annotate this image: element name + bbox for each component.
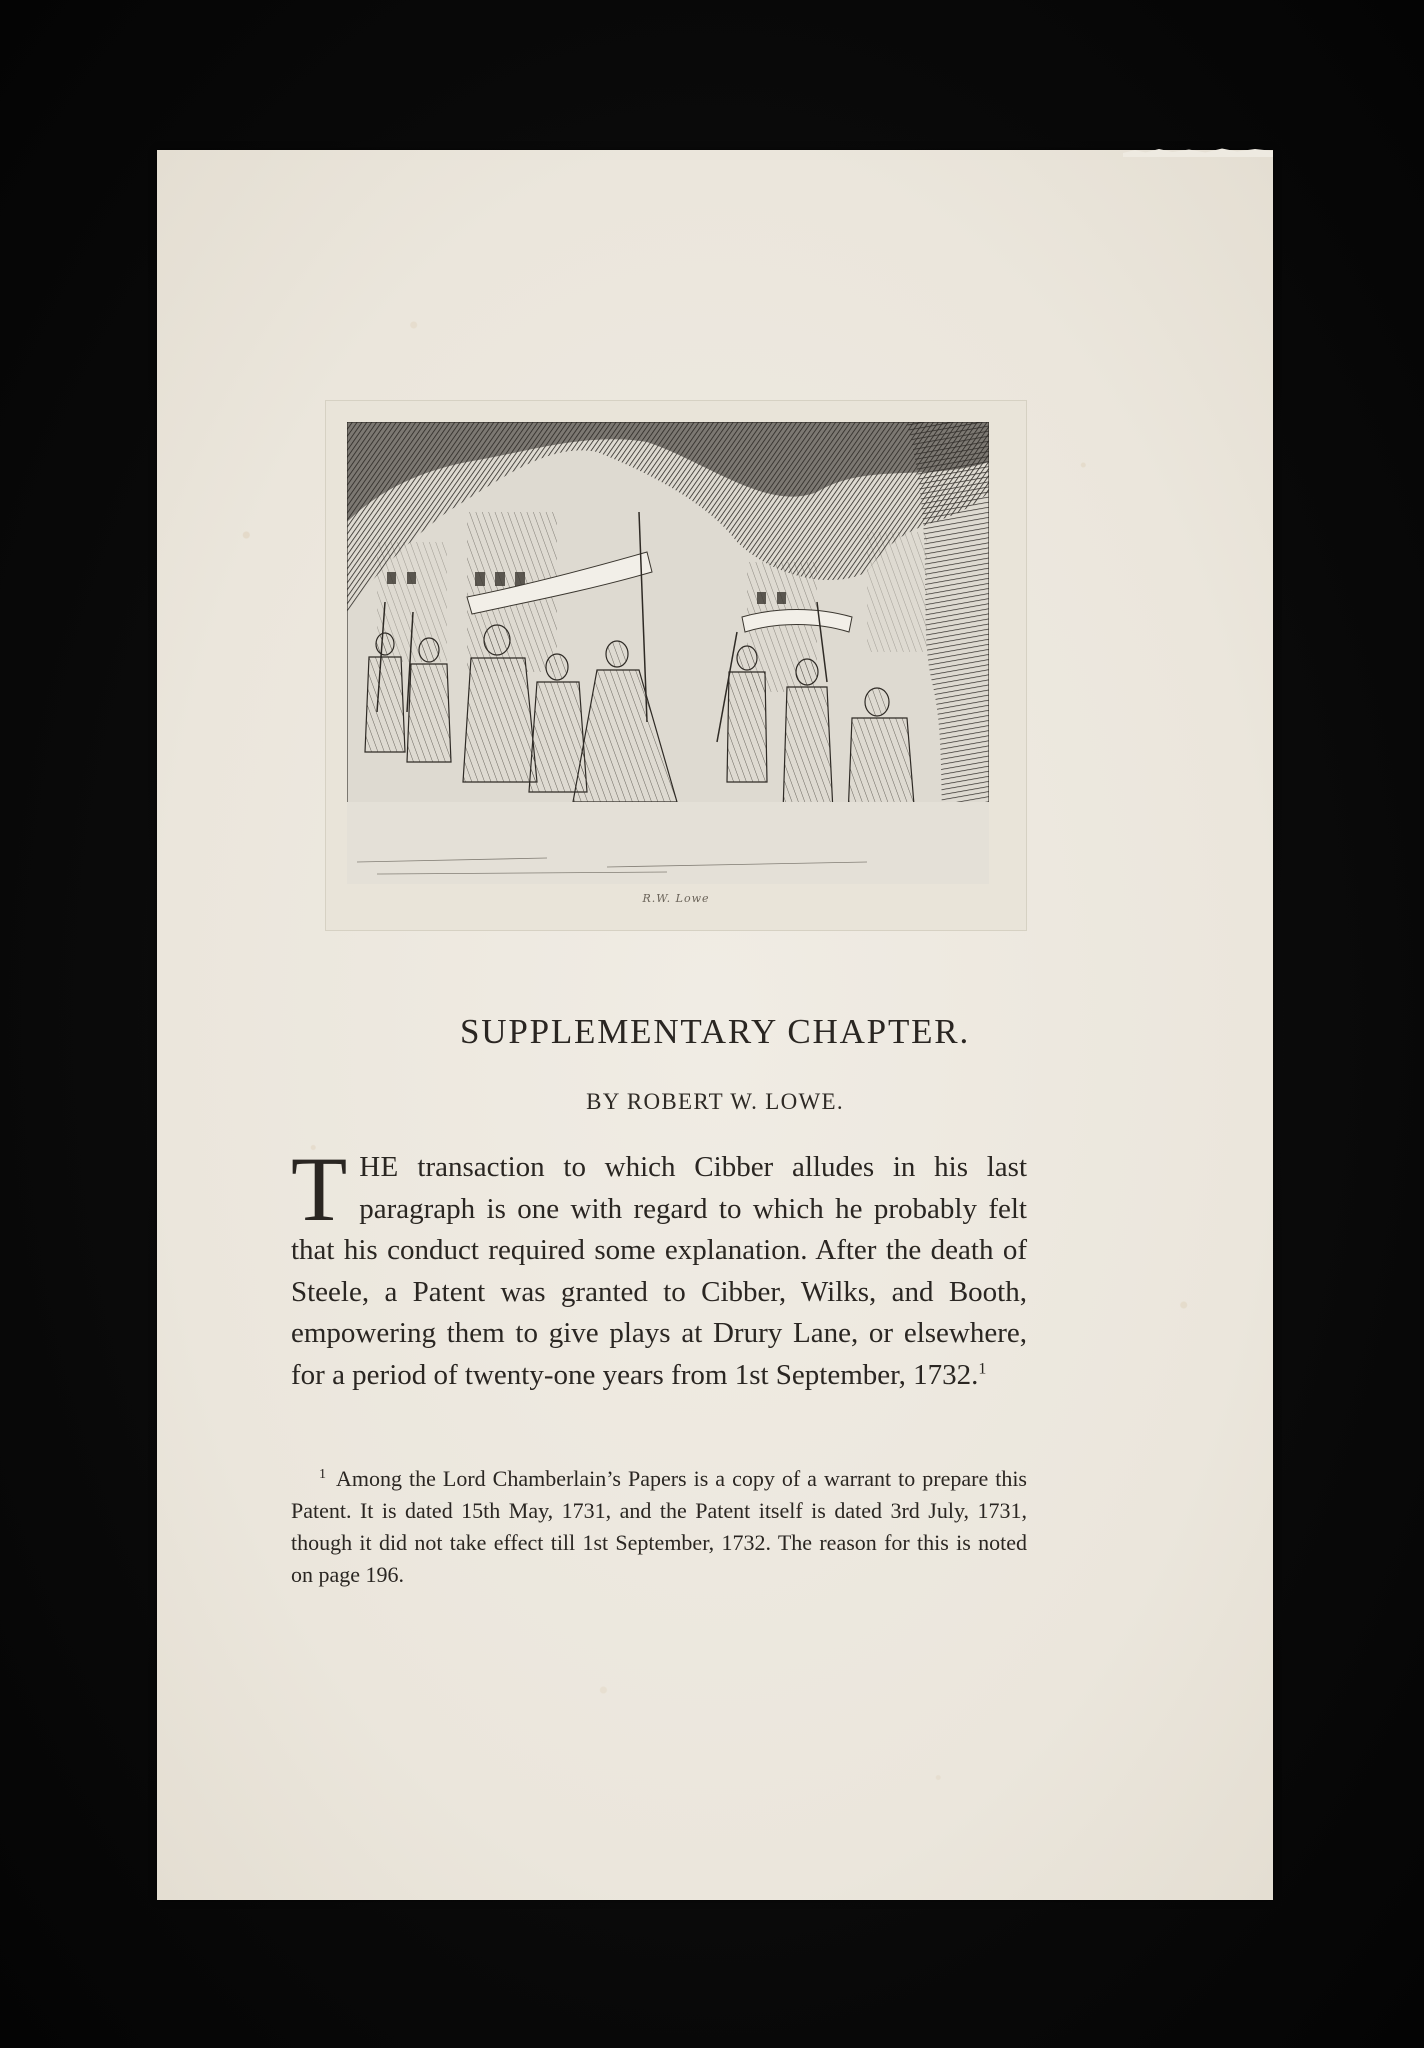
footnote-mark: 1 <box>319 1466 326 1482</box>
byline: BY ROBERT W. LOWE. <box>586 1089 844 1114</box>
first-word-rest: HE <box>359 1151 399 1183</box>
chapter-title: SUPPLEMENTARY CHAPTER. <box>459 1012 970 1051</box>
main-paragraph <box>291 1138 1027 1396</box>
book-page <box>157 150 1273 1900</box>
paragraph-text: transaction to which Cibber alludes in his last paragraph is one with regard to which he probably felt that his conduct required some explanation. After the death of Steele, a Patent was granted to Cibber, Wilks, and Booth, empowering them to give plays at Drury Lane, or elsewhere, for a period of twenty-one years from 1st September, 1732. <box>291 1151 1027 1391</box>
plate-signature: R.W. Lowe <box>642 892 710 905</box>
footnote-text: Among the Lord Chamberlain’s Papers is a copy of a warrant to prepare this Patent. It is dated 15th May, 1731, and the Patent itself is dated 3rd July, 1731, though it did not take effect till 1st September, 1732. The reason for this is noted on page 196. <box>291 1466 1027 1587</box>
etching-illustration <box>347 422 989 884</box>
footnote-reference: 1 <box>978 1359 987 1377</box>
drop-cap: T <box>291 1138 348 1240</box>
footnote <box>291 1463 1027 1591</box>
etching-plate <box>325 400 1027 931</box>
